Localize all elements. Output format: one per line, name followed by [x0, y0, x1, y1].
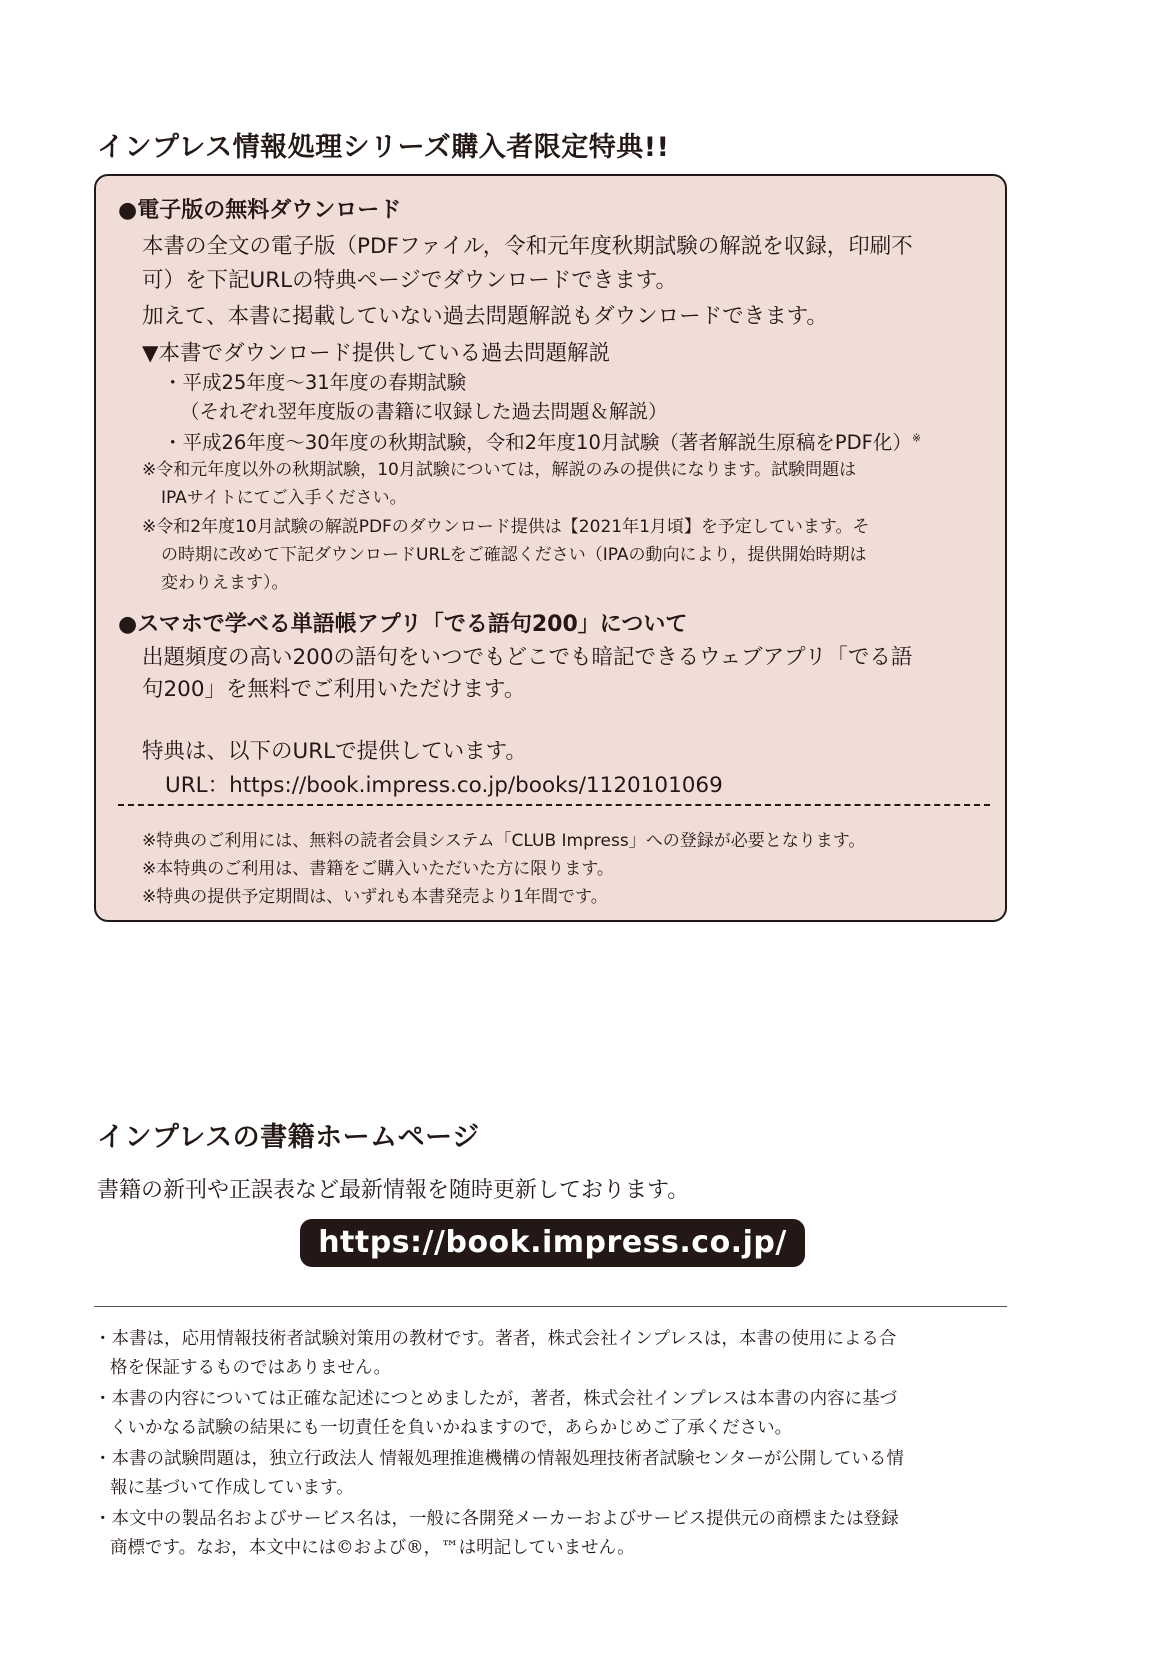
tokuten-title: インプレス情報処理シリーズ購入者限定特典!! — [97, 132, 670, 163]
disclaimer-2-line1: ・本書の内容については正確な記述につとめましたが，著者，株式会社インプレスは本書の内容に基づ — [94, 1389, 898, 1409]
disclaimer-1-line2: 格を保証するものではありません。 — [110, 1358, 392, 1378]
disclaimer-4-line1: ・本文中の製品名およびサービス名は，一般に各開発メーカーおよびサービス提供元の商標または登録 — [94, 1509, 899, 1529]
note1-line2: IPAサイトにてご入手ください。 — [161, 488, 407, 508]
disclaimer-4-line2: 商標です。なお，本文中には©および®，™は明記していません。 — [110, 1538, 635, 1558]
tokuten-url-link[interactable]: URL：https://book.impress.co.jp/books/1120101069 — [165, 773, 723, 798]
sec1-para1-line1: 本書の全文の電子版（PDFファイル，令和元年度秋期試験の解説を収録，印刷不 — [142, 234, 913, 259]
homepage-desc: 書籍の新刊や正誤表など最新情報を随時更新しております。 — [97, 1178, 690, 1203]
url-intro: 特典は、以下のURLで提供しています。 — [142, 739, 527, 764]
sec1-para2: 加えて、本書に掲載していない過去問題解説もダウンロードできます。 — [142, 304, 828, 329]
disclaimer-1-line1: ・本書は，応用情報技術者試験対策用の教材です。著者，株式会社インプレスは，本書の使用による合 — [94, 1329, 897, 1349]
dashed-divider — [118, 804, 990, 806]
sec1-para1-line2: 可）を下記URLの特典ページでダウンロードできます。 — [142, 268, 678, 293]
disclaimer-3-line1: ・本書の試験問題は，独立行政法人 情報処理推進機構の情報処理技術者試験センターが公開している情 — [94, 1449, 904, 1469]
footnote-1: ※特典のご利用には、無料の読者会員システム「CLUB Impress」への登録が必要となります。 — [142, 831, 866, 851]
note2-line1: ※令和2年度10月試験の解説PDFのダウンロード提供は【2021年1月頃】を予定しています。そ — [142, 517, 870, 537]
sec2-line2: 句200」を無料でご利用いただけます。 — [142, 677, 526, 702]
disclaimer-2-line2: くいかなる試験の結果にも一切責任を負いかねますので，あらかじめご了承ください。 — [110, 1418, 793, 1438]
homepage-title: インプレスの書籍ホームページ — [97, 1122, 480, 1153]
disclaimer-3-line2: 報に基づいて作成しています。 — [110, 1478, 354, 1498]
sec2-line1: 出題頻度の高い200の語句をいつでもどこでも暗記できるウェブアプリ「でる語 — [142, 645, 913, 670]
list-item-2-mark: ※ — [911, 431, 922, 445]
note2-line2: の時期に改めて下記ダウンロードURLをご確認ください（IPAの動向により，提供開始時期は — [161, 545, 867, 565]
list-item-1-line2: （それぞれ翌年度版の書籍に収録した過去問題＆解説） — [180, 400, 668, 423]
note1-line1: ※令和元年度以外の秋期試験，10月試験については，解説のみの提供になります。試験問題は — [142, 460, 857, 480]
footnote-2: ※本特典のご利用は、書籍をご購入いただいた方に限ります。 — [142, 859, 614, 879]
sub-heading: ▼本書でダウンロード提供している過去問題解説 — [142, 341, 611, 366]
sec1-heading: ●電子版の無料ダウンロード — [118, 198, 402, 223]
list-item-2: ・平成26年度～30年度の秋期試験，令和2年度10月試験（著者解説生原稿をPDF化）※ — [163, 431, 922, 454]
sec2-heading: ●スマホで学べる単語帳アプリ「でる語句200」について — [118, 612, 688, 637]
footnote-3: ※特典の提供予定期間は、いずれも本書発売より1年間です。 — [142, 887, 608, 907]
divider-rule — [94, 1306, 1007, 1307]
homepage-url-link[interactable]: https://book.impress.co.jp/ — [300, 1219, 805, 1267]
note2-line3: 変わりえます）。 — [161, 573, 289, 593]
list-item-1-line1: ・平成25年度～31年度の春期試験 — [163, 371, 467, 394]
